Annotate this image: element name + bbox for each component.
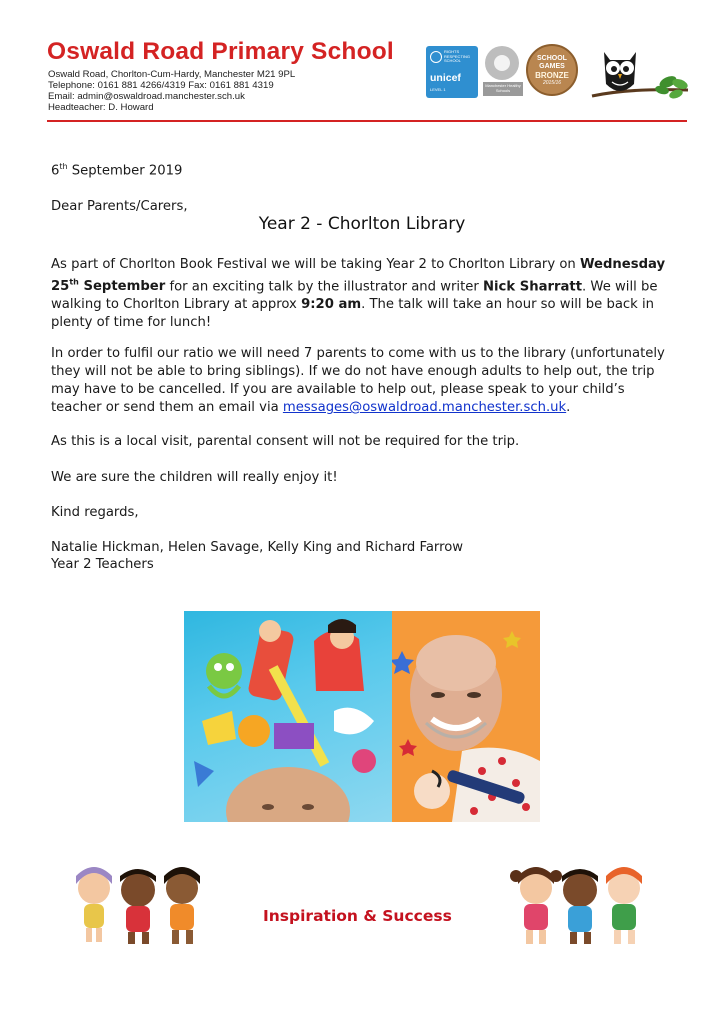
- salutation: Dear Parents/Carers,: [51, 199, 188, 214]
- globe-icon: [430, 51, 442, 63]
- paragraph-trip-details: As part of Chorlton Book Festival we will be taking Year 2 to Chorlton Library on Wednesday 25th September for an exciting talk by the illustrator and writer Nick Sharratt. We will be walking to Chorlton Library at approx 9:20 am. The talk will take an hour so will be back in plenty of time for lunch!: [51, 257, 666, 331]
- children-cartoon-right: [508, 862, 658, 952]
- letter-date: 6th September 2019: [51, 162, 183, 179]
- teacher-names: Natalie Hickman, Helen Savage, Kelly King and Richard Farrow: [51, 540, 464, 555]
- signoff: Kind regards,: [51, 505, 139, 520]
- headteacher: Headteacher: D. Howard: [48, 102, 154, 113]
- school-name: Oswald Road Primary School: [47, 38, 394, 65]
- children-cartoon-left: [66, 862, 216, 952]
- letterhead: [47, 38, 687, 122]
- paragraph-parent-helpers: In order to fulfil our ratio we will need 7 parents to come with us to the library (unfortunately they will not be able to bring siblings). If we do not have enough adults to help out, the trip may have to be cancelled. If you are available to help out, please speak to your child’s teacher or send them an email via messages@oswaldroad.manchester.sch.uk.: [51, 346, 665, 415]
- healthy-schools-label: Manchester Healthy Schools: [483, 82, 523, 96]
- rights-respecting-school-badge: RIGHTS RESPECTING SCHOOL unicef LEVEL 1: [426, 46, 478, 98]
- paragraph-enjoy: We are sure the children will really enjoy it!: [51, 470, 338, 485]
- teacher-role: Year 2 Teachers: [51, 557, 154, 572]
- school-motto: Inspiration & Success: [263, 907, 452, 925]
- author-portrait-image: [392, 611, 540, 822]
- paragraph-consent: As this is a local visit, parental consent will not be required for the trip.: [51, 434, 520, 449]
- email-link[interactable]: messages@oswaldroad.manchester.sch.uk: [282, 400, 567, 415]
- header-divider: [47, 120, 687, 122]
- school-address: Oswald Road, Chorlton-Cum-Hardy, Manchester M21 9PL: [48, 69, 296, 80]
- owl-on-branch-icon: [590, 44, 690, 104]
- illustrations-collage-image: [184, 611, 392, 822]
- letter-title: Year 2 - Chorlton Library: [258, 214, 466, 234]
- school-phone: Telephone: 0161 881 4266/4319 Fax: 0161 881 4319: [48, 80, 274, 91]
- healthy-schools-badge: [485, 46, 519, 80]
- school-games-bronze-badge: SCHOOL GAMES BRONZE 2015/16: [526, 44, 578, 96]
- school-email: Email: admin@oswaldroad.manchester.sch.uk: [48, 91, 245, 102]
